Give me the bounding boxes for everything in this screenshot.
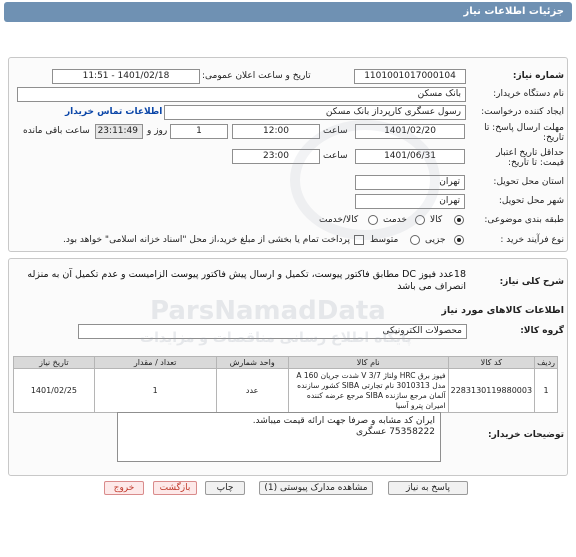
qty-cell: 1: [94, 369, 216, 413]
table-row[interactable]: [14, 369, 558, 413]
contact-info-link[interactable]: اطلاعات تماس خریدار: [65, 107, 163, 117]
exit-button[interactable]: خروج: [104, 481, 144, 495]
reply-button[interactable]: پاسخ به نیاز: [388, 481, 468, 495]
creator-label: ایجاد کننده درخواست:: [481, 107, 564, 117]
category-radio-goods[interactable]: [454, 215, 464, 225]
announce-field[interactable]: 1401/02/18 - 11:51: [52, 69, 200, 84]
view-documents-button[interactable]: مشاهده مدارک پیوستی (1): [259, 481, 373, 495]
days-label: روز و: [147, 126, 168, 136]
category-radio-service[interactable]: [415, 215, 425, 225]
validity-time-label: ساعت: [323, 151, 348, 161]
category-option-goods: کالا: [430, 215, 443, 225]
category-label: طبقه بندی موضوعی:: [484, 215, 564, 225]
process-label: نوع فرآیند خرید :: [500, 235, 564, 245]
remaining-time-field: 23:11:49: [95, 124, 143, 139]
process-radio-minor[interactable]: [454, 235, 464, 245]
validity-time-field[interactable]: 23:00: [232, 149, 320, 164]
validity-label: حداقل تاریخ اعتبار قیمت: تا تاریخ:: [496, 148, 564, 168]
goods-group-label: گروه کالا:: [520, 326, 564, 336]
column-header: ردیف: [535, 357, 558, 369]
category-option-service: خدمت: [383, 215, 407, 225]
province-field[interactable]: تهران: [355, 175, 465, 190]
goods-group-field[interactable]: محصولات الکترونیکی: [78, 324, 467, 339]
deadline-label: مهلت ارسال پاسخ: تا تاریخ:: [484, 123, 564, 143]
column-header: واحد شمارش: [216, 357, 288, 369]
date-cell: 1401/02/25: [14, 369, 95, 413]
buyer-org-field[interactable]: بانک مسکن: [17, 87, 466, 102]
city-field[interactable]: تهران: [355, 194, 465, 209]
payment-note: پرداخت تمام یا بخشی از مبلغ خرید،از محل "اسناد خزانه اسلامی" خواهد بود.: [63, 235, 351, 245]
buyer-notes-text: ایران کد مشابه و صرفا جهت ارائه قیمت میباشد. 75358222 عسگری: [252, 416, 435, 437]
need-number-field[interactable]: 1101001017000104: [354, 69, 466, 84]
remaining-label: ساعت باقی مانده: [23, 126, 90, 136]
column-header: تاریخ نیاز: [14, 357, 95, 369]
category-radio-goods-service[interactable]: [368, 215, 378, 225]
city-label: شهر محل تحویل:: [498, 196, 564, 206]
buyer-org-label: نام دستگاه خریدار:: [493, 89, 564, 99]
process-option-medium: متوسط: [370, 235, 399, 245]
goods-section-title: اطلاعات کالاهای مورد نیاز: [441, 305, 564, 316]
announce-label: تاریخ و ساعت اعلان عمومی:: [202, 71, 311, 81]
unit-cell: عدد: [216, 369, 288, 413]
process-option-minor: جزیی: [425, 235, 446, 245]
column-header: تعداد / مقدار: [94, 357, 216, 369]
validity-date-field[interactable]: 1401/06/31: [355, 149, 465, 164]
province-label: استان محل تحویل:: [493, 177, 564, 187]
days-field[interactable]: 1: [170, 124, 228, 139]
deadline-time-field[interactable]: 12:00: [232, 124, 320, 139]
back-button[interactable]: بازگشت: [153, 481, 197, 495]
deadline-time-label: ساعت: [323, 126, 348, 136]
page-title: جزئیات اطلاعات نیاز: [463, 6, 564, 17]
process-radio-medium[interactable]: [410, 235, 420, 245]
creator-field[interactable]: رسول عسگری کارپرداز بانک مسکن: [164, 105, 466, 120]
code-cell: 2283130119880003: [448, 369, 534, 413]
row-number-cell: 1: [535, 369, 558, 413]
watermark-text: ParsNamadData: [150, 296, 386, 326]
table-header-row: [14, 357, 558, 369]
description-label: شرح کلی نیاز:: [499, 277, 564, 287]
column-header: کد کالا: [448, 357, 534, 369]
watermark-subtext: پایگاه اطلاع رسانی مناقصات و مزایدات: [140, 330, 412, 346]
name-cell: فیوز برق HRC ولتاژ V 3/7 شدت جریان A 160 مدل 3010313 نام تجارتی SIBA کشور سازنده آلمان مرجع سازنده SIBA مرجع عرضه کننده امیران پترو آسیا: [288, 369, 448, 413]
need-number-label: شماره نیاز:: [512, 71, 564, 81]
payment-checkbox[interactable]: [354, 235, 364, 245]
description-text: 18عدد فیوز DC مطابق فاکتور پیوست، تکمیل و ارسال پیش فاکتور پیوست الزامیست و عدم تکمیل آن به منزله انصراف می باشد: [27, 269, 466, 292]
print-button[interactable]: چاپ: [205, 481, 245, 495]
buyer-notes-box: [117, 412, 441, 462]
category-option-goods-service: کالا/خدمت: [319, 215, 359, 225]
buyer-notes-label: توضیحات خریدار:: [488, 430, 564, 440]
goods-table: [13, 356, 558, 413]
page-header: [4, 2, 572, 22]
deadline-date-field[interactable]: 1401/02/20: [355, 124, 465, 139]
column-header: نام کالا: [288, 357, 448, 369]
